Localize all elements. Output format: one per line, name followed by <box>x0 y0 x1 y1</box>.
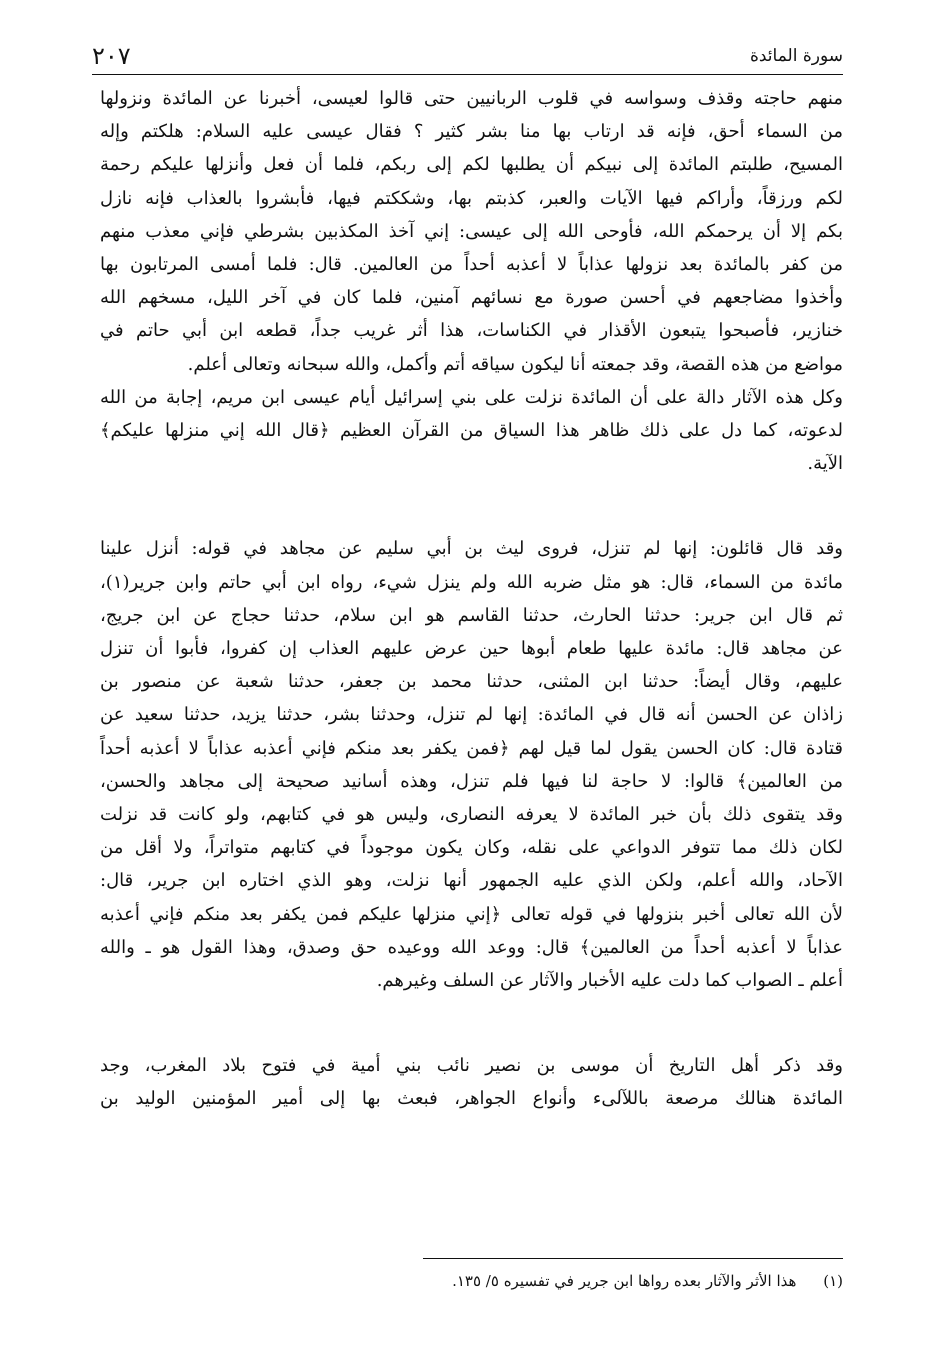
paragraph-gap <box>100 480 843 532</box>
text-line: قتادة قال: كان الحسن يقول لما قيل لهم ﴿فمن يكفر بعد منكم فإني أعذبه عذاباً لا أعذبه أحداً <box>100 737 843 759</box>
text-line: مائدة من السماء، قال: هو مثل ضربه الله ولم ينزل شيء، رواه ابن أبي حاتم وابن جرير(١)، <box>100 571 843 593</box>
paragraph-gap <box>100 997 843 1049</box>
text-line: الآحاد، والله أعلم، ولكن الذي عليه الجمهور أنها نزلت، وهو الذي اختاره ابن جرير، قال: <box>100 870 843 892</box>
text-line: زاذان عن الحسن أنه قال في المائدة: إنها لم تنزل، وحدثنا بشر، حدثنا يزيد، حدثنا سعيد عن <box>100 704 843 726</box>
text-line: عن مجاهد قال: مائدة عليها طعام أبوها حين عرض عليهم العذاب إن كفروا، فأبوا أن تنزل <box>100 638 843 660</box>
text-line: مواضع من هذه القصة، وقد جمعته أنا ليكون سياقه أتم وأكمل، والله سبحانه وتعالى أعلم. <box>187 353 843 375</box>
footnote <box>100 1272 843 1290</box>
text-line: وأخذوا مضاجعهم في أحسن صورة مع نسائهم آمنين، فلما كان في آخر الليل، مسخهم الله <box>100 287 843 309</box>
text-line: خنازير، فأصبحوا يتبعون الأقذار في الكناسات، هذا أثر غريب جداً، قطعه ابن أبي حاتم في <box>100 320 843 342</box>
text-line: من العالمين﴾ قالوا: لا حاجة لنا فيها فلم تنزل، وهذه أسانيد صحيحة إلى مجاهد والحسن، <box>100 770 843 792</box>
paragraph-1 <box>100 82 843 381</box>
paragraph-4 <box>100 1049 843 1115</box>
text-line: وكل هذه الآثار دالة على أن المائدة نزلت على بني إسرائيل أيام عيسى ابن مريم، إجابة من الله <box>100 386 843 408</box>
paragraph-3 <box>100 532 843 997</box>
text-line: لكان ذلك مما تتوفر الدواعي على نقله، وكان يكون موجوداً في كتابهم متواتراً، ولا أقل من <box>100 837 843 859</box>
text-line: الآية. <box>807 453 843 475</box>
footnote-divider <box>423 1258 843 1259</box>
text-line: وقد يتقوى ذلك بأن خبر المائدة لا يعرفه النصارى، وليس هو في كتابهم، ولو كانت قد نزلت <box>100 804 843 826</box>
surah-title: سورة المائدة <box>749 46 843 66</box>
paragraph-2 <box>100 381 843 481</box>
text-line: المسيح، طلبتم المائدة إلى نبيكم أن يطلبها لكم إلى ربكم، فلما أن فعل وأنزلها عليكم رحمة <box>100 154 843 176</box>
text-line: عذاباً لا أعذبه أحداً من العالمين﴾ قال: ووعد الله ووعيده حق وصدق، وهذا القول هو ـ والله <box>100 936 843 958</box>
text-line: من السماء أحق، فإنه قد ارتاب بها منا بشر كثير ؟ فقال عيسى عليه السلام: هلكتم وإله <box>100 121 843 143</box>
page-body <box>100 82 843 1116</box>
text-line: لأن الله تعالى أخبر بنزولها في قوله تعالى ﴿إني منزلها عليكم فمن يكفر بعد منكم فإني أعذبه <box>100 903 843 925</box>
text-line: عليهم، وقال أيضاً: حدثنا ابن المثنى، حدثنا محمد بن جعفر، حدثنا شعبة عن منصور بن <box>100 671 843 693</box>
page-number: ٢٠٧ <box>92 42 131 70</box>
footnote-text: هذا الأثر والآثار بعده رواها ابن جرير في تفسيره ٥/ ١٣٥. <box>452 1272 797 1290</box>
text-line: أعلم ـ الصواب كما دلت عليه الأخبار والآثار عن السلف وغيرهم. <box>376 970 843 992</box>
text-line: لكم ورزقاً، وأراكم فيها الآيات والعبر، كذبتم بها، وشككتم فيها، فأبشروا بالعذاب فإنه نازل <box>100 187 843 209</box>
text-line: وقد قال قائلون: إنها لم تنزل، فروى ليث بن أبي سليم عن مجاهد في قوله: أنزل علينا <box>100 538 843 560</box>
text-line: لدعوته، كما دل على ذلك ظاهر هذا السياق من القرآن العظيم ﴿قال الله إني منزلها عليكم﴾ <box>100 420 843 442</box>
text-line: من كفر بالمائدة بعد نزولها عذاباً لا أعذبه أحداً من العالمين. قال: فلما أمسى المرتابون بها <box>100 254 843 276</box>
text-line: منهم حاجته وقذف وسواسه في قلوب الربانيين حتى قالوا لعيسى، أخبرنا عن المائدة ونزولها <box>100 88 843 109</box>
text-line: ثم قال ابن جرير: حدثنا الحارث، حدثنا القاسم هو ابن سلام، حدثنا حجاج عن ابن جريج، <box>100 604 843 626</box>
footnote-marker: (١) <box>823 1272 843 1290</box>
text-line: وقد ذكر أهل التاريخ أن موسى بن نصير نائب بني أمية في فتوح بلاد المغرب، وجد <box>100 1055 843 1077</box>
text-line: بكم إلا أن يرحمكم الله، فأوحى الله إلى عيسى: إني آخذ المكذبين بشرطي فإني معذب منهم <box>100 220 843 242</box>
page-header <box>92 40 843 75</box>
text-line: المائدة هنالك مرصعة باللآلىء وأنواع الجواهر، فبعث بها إلى أمير المؤمنين الوليد بن <box>100 1088 843 1110</box>
